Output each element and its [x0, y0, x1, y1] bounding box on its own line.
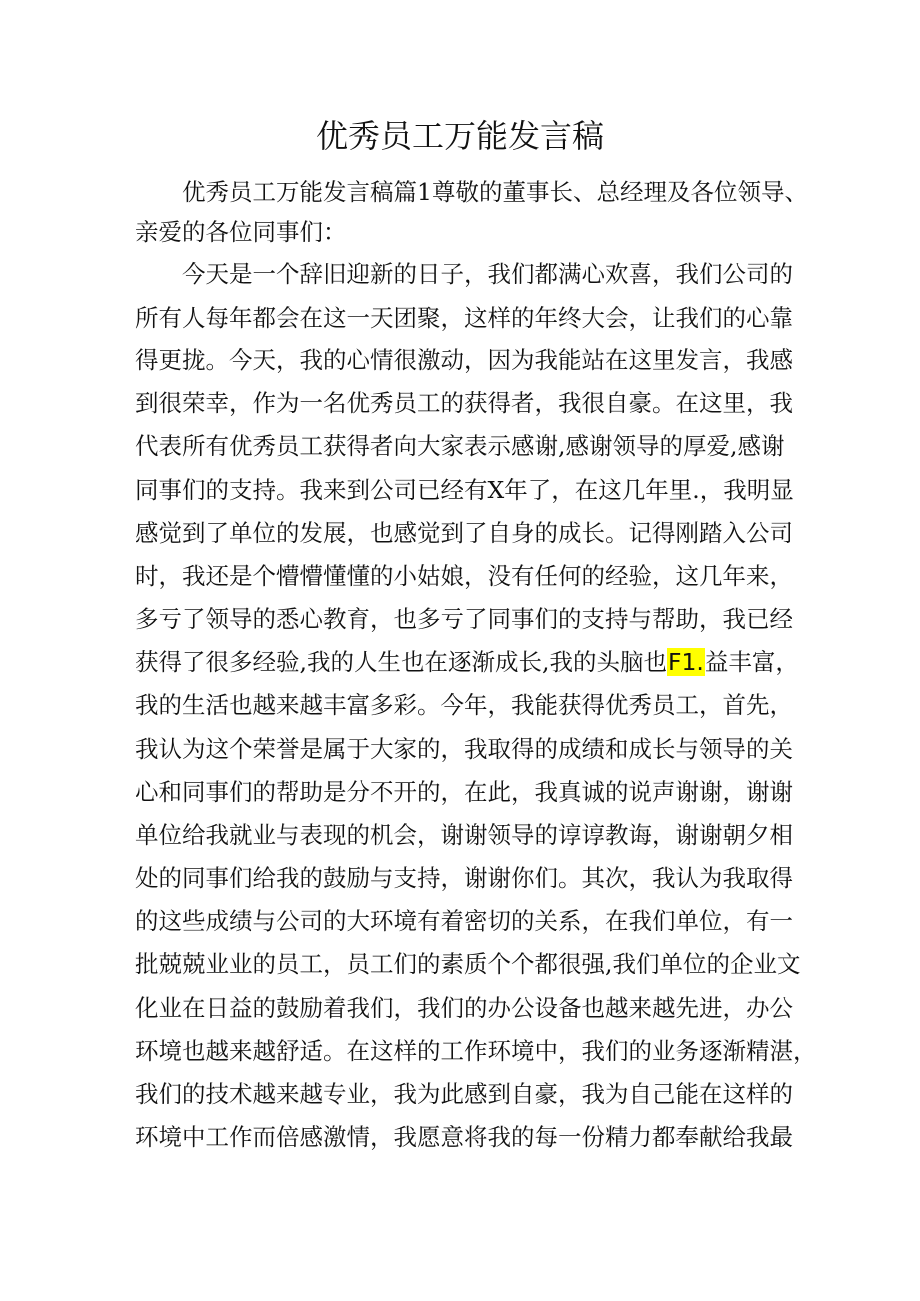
paragraph-line: 单位给我就业与表现的机会，谢谢领导的谆谆教诲，谢谢朝夕相: [135, 821, 793, 849]
paragraph-line: 优秀员工万能发言稿篇1尊敬的董事长、总经理及各位领导、: [182, 178, 808, 206]
paragraph-line: 今天是一个辞旧迎新的日子，我们都满心欢喜，我们公司的: [182, 260, 793, 288]
paragraph-line: 亲爱的各位同事们：: [135, 218, 347, 246]
paragraph-line: 环境中工作而倍感激情，我愿意将我的每一份精力都奉献给我最: [135, 1123, 793, 1151]
highlight-mark: F1.: [667, 648, 704, 676]
line-tail: 益丰富，: [704, 648, 799, 676]
paragraph-line: 处的同事们给我的鼓励与支持，谢谢你们。其次，我认为我取得: [135, 864, 793, 892]
paragraph-line: 批兢兢业业的员工，员工们的素质个个都很强,我们单位的企业文: [135, 950, 801, 978]
paragraph-line: 得更拢。今天，我的心情很激动，因为我能站在这里发言，我感: [135, 346, 793, 374]
paragraph-line: 同事们的支持。我来到公司已经有X年了，在这几年里.，我明显: [135, 476, 794, 504]
paragraph-line: 的这些成绩与公司的大环境有着密切的关系，在我们单位，有一: [135, 907, 793, 935]
paragraph-line: 化业在日益的鼓励着我们，我们的办公设备也越来越先进，办公: [135, 994, 793, 1022]
paragraph-line: 多亏了领导的悉心教育，也多亏了同事们的支持与帮助，我已经: [135, 605, 793, 633]
paragraph-line: 我们的技术越来越专业，我为此感到自豪，我为自己能在这样的: [135, 1080, 793, 1108]
paragraph-line: 时，我还是个懵懵懂懂的小姑娘，没有任何的经验，这几年来，: [135, 562, 793, 590]
paragraph-line-highlighted: [135, 642, 799, 682]
paragraph-line: 我的生活也越来越丰富多彩。今年，我能获得优秀员工，首先，: [135, 691, 793, 719]
paragraph-line: 感觉到了单位的发展，也感觉到了自身的成长。记得刚踏入公司: [135, 519, 793, 547]
paragraph-line: 心和同事们的帮助是分不开的，在此，我真诚的说声谢谢，谢谢: [135, 778, 793, 806]
paragraph-line: 环境也越来越舒适。在这样的工作环境中，我们的业务逐渐精湛，: [135, 1037, 817, 1065]
line-text: 获得了很多经验,我的人生也在逐渐成长,我的头脑也: [135, 648, 667, 676]
paragraph-line: 我认为这个荣誉是属于大家的，我取得的成绩和成长与领导的关: [135, 735, 793, 763]
paragraph-line: 代表所有优秀员工获得者向大家表示感谢,感谢领导的厚爱,感谢: [135, 432, 785, 460]
paragraph-line: 到很荣幸，作为一名优秀员工的获得者，我很自豪。在这里，我: [135, 389, 793, 417]
document-title: 优秀员工万能发言稿: [315, 117, 604, 155]
paragraph-line: 所有人每年都会在这一天团聚，这样的年终大会，让我们的心靠: [135, 304, 793, 332]
